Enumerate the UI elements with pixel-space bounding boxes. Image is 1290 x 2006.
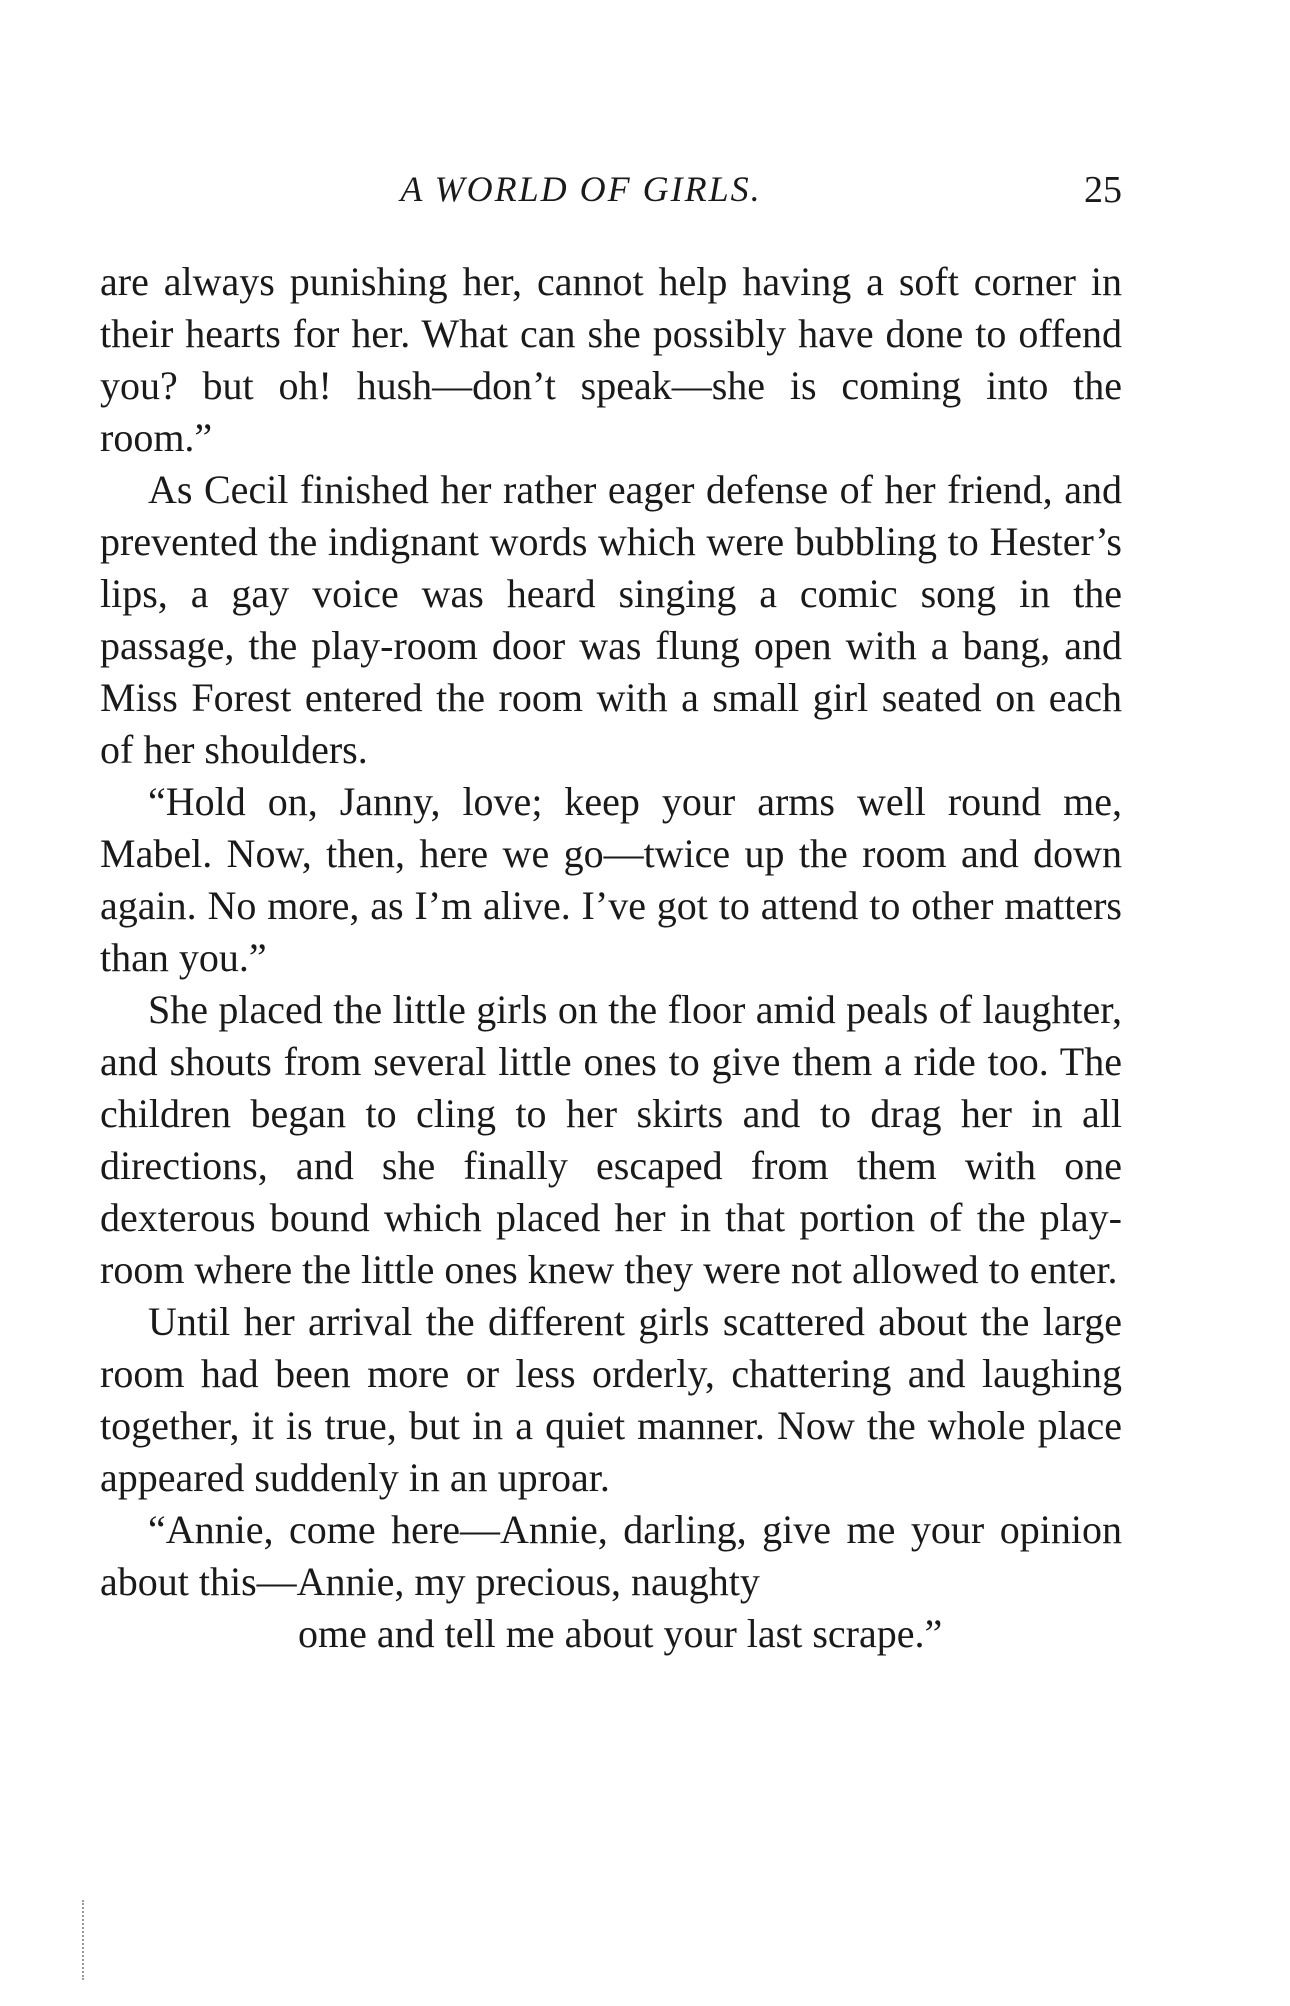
paragraph: “Annie, come here—Annie, darling, give me your opinion about this—Annie, my precious, naughty [100, 1507, 1122, 1604]
paragraph-continued: are always punishing her, cannot help having a soft corner in their hearts for her. What can she possibly have done to offend you? but oh! hush—don’t speak—she is coming into the room.” [100, 259, 1122, 460]
margin-dots [82, 1900, 86, 1980]
paragraph: As Cecil finished her rather eager defense of her friend, and prevented the indignant words which were bubbling to Hester’s lips, a gay voice was heard singing a comic song in the passage, the play-room door was flung open with a bang, and Miss Forest entered the room with a small girl seated on each of her shoulders. [100, 467, 1122, 772]
paragraph: “Hold on, Janny, love; keep your arms well round me, Mabel. Now, then, here we go—twice up the room and down again. No more, as I’m alive. I’ve got to attend to other matters than you.” [100, 779, 1122, 980]
paragraph: She placed the little girls on the floor amid peals of laughter, and shouts from several little ones to give them a ride too. The children began to cling to her skirts and to drag her in all directions, and she finally escaped from them with one dexterous bound which placed her in that portion of the play-room where the little ones knew they were not allowed to enter. [100, 987, 1122, 1292]
body-text [100, 256, 1122, 1660]
paragraph-final-line: ome and tell me about your last scrape.” [298, 1611, 943, 1656]
paragraph: Until her arrival the different girls scattered about the large room had been more or less orderly, chattering and laughing together, it is true, but in a quiet manner. Now the whole place appeared suddenly in an uproar. [100, 1299, 1122, 1500]
page-number: 25 [1084, 169, 1122, 211]
running-head [100, 168, 1122, 218]
running-title: A WORLD OF GIRLS. [400, 169, 762, 209]
